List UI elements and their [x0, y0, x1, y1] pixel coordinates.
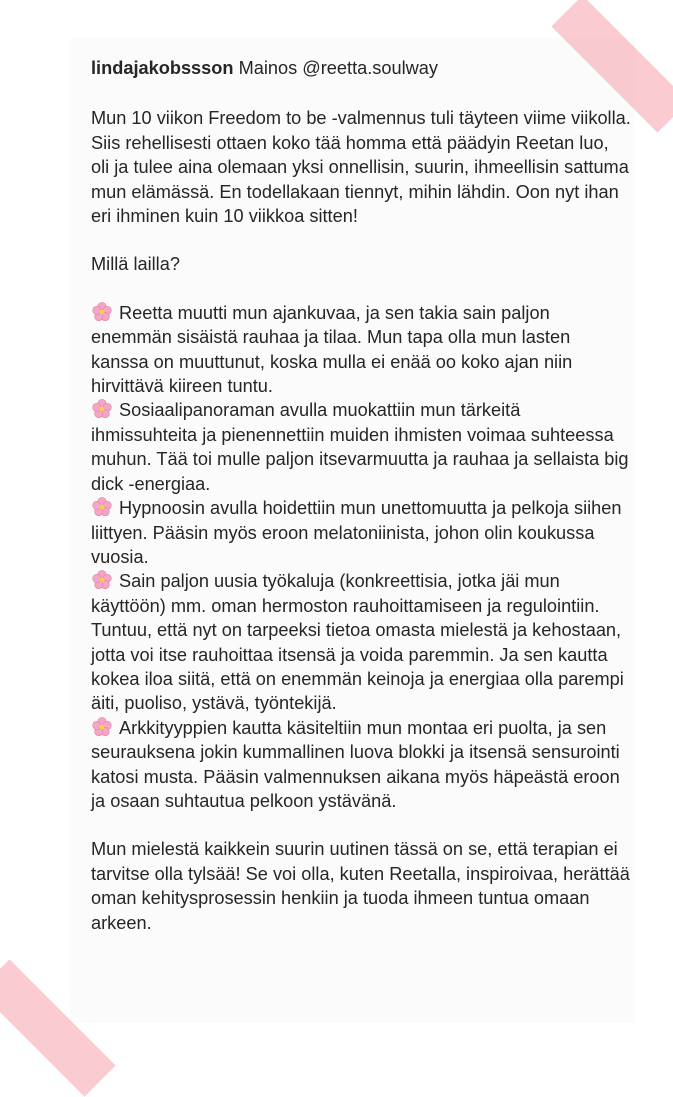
- list-item: [91, 301, 631, 399]
- cherry-blossom-icon: [91, 716, 113, 738]
- cherry-blossom-icon: [91, 496, 113, 518]
- list-item: [91, 398, 631, 496]
- username-link[interactable]: lindajakobssson: [91, 58, 234, 78]
- list-item: [91, 569, 631, 715]
- conclusion-paragraph: Mun mielestä kaikkein suurin uutinen tässä on se, että terapian ei tarvitse olla tylsää! Se voi olla, kuten Reetalla, inspiroivaa, herättää oman kehitysprosessin henkiin ja tuoda ihmeen tuntua omaan arkeen.: [91, 839, 630, 933]
- ad-label: Mainos: [238, 58, 298, 78]
- mention-link[interactable]: @reetta.soulway: [302, 58, 439, 78]
- list-item: [91, 716, 631, 814]
- cherry-blossom-icon: [91, 398, 113, 420]
- list-item-text: Reetta muutti mun ajankuvaa, ja sen takia sain paljon enemmän sisäistä rauhaa ja tilaa. Mun tapa olla mun lasten kanssa on muuttunut, koska mulla ei enää oo koko ajan niin hirvittävä kiireen tuntu.: [91, 302, 573, 397]
- list-item: [91, 496, 631, 569]
- list-item-text: Sain paljon uusia työkaluja (konkreettisia, jotka jäi mun käyttöön) mm. oman hermoston rauhoittamiseen ja regulointiin. Tuntuu, että nyt on tarpeeksi tietoa omasta mielestä ja kehostaan, jotta voi itse rauhoittaa itsensä ja voida paremmin. Ja sen kautta kokea iloa siitä, että on enemmän keinoja ja energiaa olla parempi äiti, puoliso, ystävä, työntekijä.: [91, 571, 624, 714]
- list-item-text: Sosiaalipanoraman avulla muokattiin mun tärkeitä ihmissuhteita ja pienennettiin muiden ihmisten voimaa suhteessa muhun. Tää toi mulle paljon itsevarmuutta ja rauhaa ja sellaista big dick -energiaa.: [91, 400, 629, 494]
- question-paragraph: Millä lailla?: [91, 254, 180, 275]
- post-header: [91, 56, 631, 80]
- post-caption: [91, 56, 631, 959]
- list-item-text: Hypnoosin avulla hoidettiin mun unettomuutta ja pelkoja siihen liittyen. Pääsin myös eroon melatoniinista, johon olin koukussa vuosia.: [91, 498, 622, 567]
- list-item-text: Arkkityyppien kautta käsiteltiin mun montaa eri puolta, ja sen seurauksena jokin kummallinen luova blokki ja itsensä sensurointi katosi musta. Pääsin valmennuksen aikana myös häpeästä eroon ja osaan suhtautua pelkoon ystävänä.: [91, 717, 620, 811]
- benefits-list: [91, 301, 631, 814]
- intro-paragraph: Mun 10 viikon Freedom to be -valmennus tuli täyteen viime viikolla. Siis rehellisesti ottaen koko tää homma että päädyin Reetan luo, oli ja tulee aina olemaan yksi onnellisin, suurin, ihmeellisin sattuma mun elämässä. En todellakaan tiennyt, mihin lähdin. Oon nyt ihan eri ihminen kuin 10 viikkoa sitten!: [91, 108, 631, 227]
- cherry-blossom-icon: [91, 569, 113, 591]
- cherry-blossom-icon: [91, 301, 113, 323]
